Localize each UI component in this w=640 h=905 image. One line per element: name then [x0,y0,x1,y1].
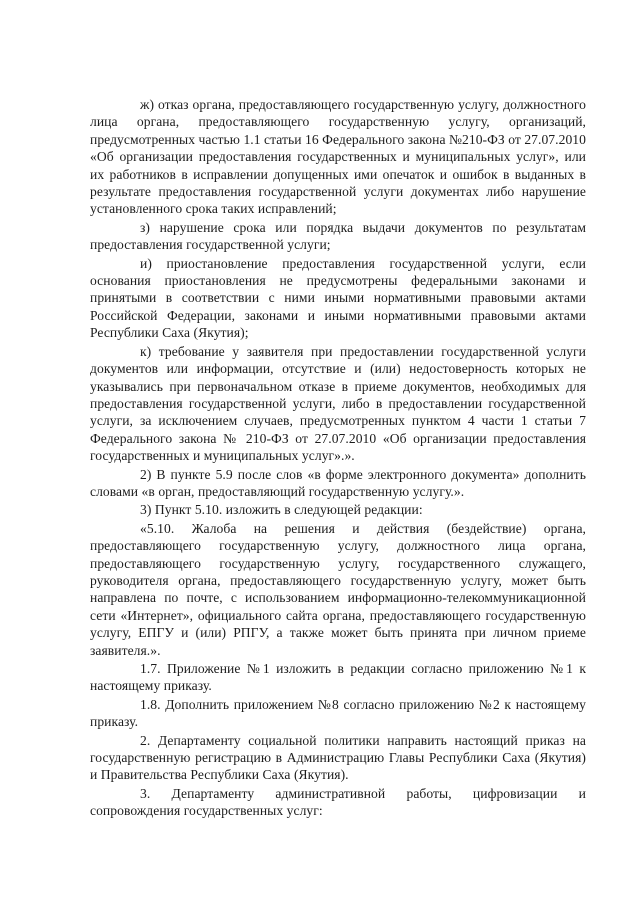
paragraph-k: к) требование у заявителя при предоставлении государственной услуги документов или информации, отсутствие и (или) недостоверность которых не указывались при первоначальном отказе в приеме документов, необходимых для предоставления государственной услуги, либо в предоставлении государственной услуги, за исключением случаев, предусмотренных пунктом 4 части 1 статьи 7 Федерального закона № 210-ФЗ от 27.07.2010 «Об организации предоставления государственных и муниципальных услуг».». [90,343,586,464]
paragraph-item-2: 2. Департаменту социальной политики направить настоящий приказ на государственную регистрацию в Администрацию Главы Республики Саха (Якутия) и Правительства Республики Саха (Якутия). [90,732,586,783]
paragraph-i: и) приостановление предоставления государственной услуги, если основания приостановления не предусмотрены федеральными законами и принятыми в соответствии с ними иными нормативными правовыми актами Российской Федерации, законами и иными нормативными правовыми актами Республики Саха (Якутия); [90,255,586,341]
paragraph-quote-5-10: «5.10. Жалоба на решения и действия (бездействие) органа, предоставляющего государственную услугу, должностного лица органа, предоставляющего государственную услугу, государственного служащего, руководителя органа, предоставляющего государственную услугу, может быть направлена по почте, с использованием информационно-телекоммуникационной сети «Интернет», официального сайта органа, предоставляющего государственную услугу, ЕПГУ и (или) РПГУ, а также может быть принята при личном приеме заявителя.». [90,520,586,658]
paragraph-point-3: 3) Пункт 5.10. изложить в следующей редакции: [140,502,423,518]
paragraph-point-2: 2) В пункте 5.9 после слов «в форме электронного документа» дополнить словами «в орган, предоставляющий государственную услугу.». [90,466,586,499]
paragraph-1-7: 1.7. Приложение №1 изложить в редакции согласно приложению №1 к настоящему приказу. [90,661,586,694]
paragraph-item-3: 3. Департаменту административной работы, цифровизации и сопровождения государственных услуг: [90,785,586,819]
paragraph-zh: ж) отказ органа, предоставляющего государственную услугу, должностного лица органа, предоставляющего государственную услугу, организаций, предусмотренных частью 1.1 статьи 16 Федерального закона №210-ФЗ от 27.07.2010 «Об организации предоставления государственных и муниципальных услуг», или их работников в исправлении допущенных ими опечаток и ошибок в выданных в результате предоставления государственной услуги документах либо нарушение установленного срока таких исправлений; [90,97,586,217]
paragraph-1-8: 1.8. Дополнить приложением №8 согласно приложению №2 к настоящему приказу. [90,696,586,730]
paragraph-z: з) нарушение срока или порядка выдачи документов по результатам предоставления государственной услуги; [90,219,586,253]
